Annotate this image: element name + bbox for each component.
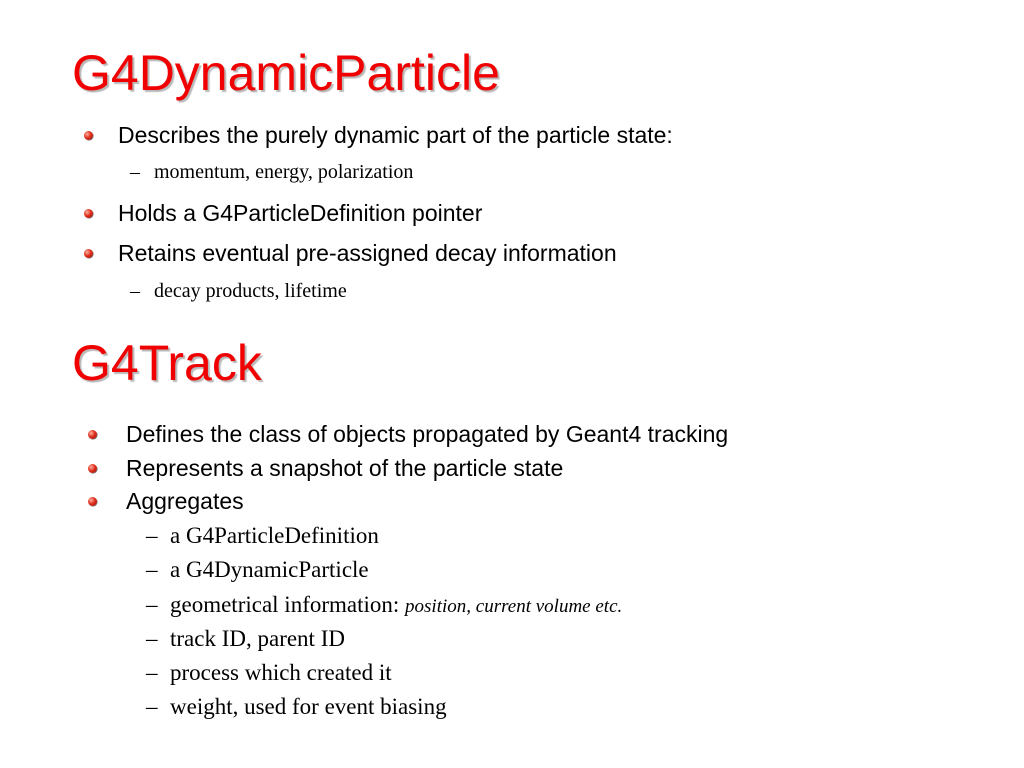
dash-icon: –	[146, 660, 158, 685]
sub-item-text: a G4ParticleDefinition	[170, 523, 379, 548]
sub-item-text: momentum, energy, polarization	[154, 161, 414, 183]
bullet-text: Represents a snapshot of the particle state	[126, 455, 564, 481]
dash-icon: –	[146, 523, 158, 548]
bullet-text: Retains eventual pre-assigned decay information	[118, 240, 617, 266]
sub-item-text: a G4DynamicParticle	[170, 557, 369, 582]
bullet-icon	[84, 209, 93, 218]
sub-item-text: weight, used for event biasing	[170, 694, 447, 719]
bullet-text: Holds a G4ParticleDefinition pointer	[118, 200, 483, 226]
bullet-text: Aggregates	[126, 488, 244, 514]
bullet-icon	[88, 464, 97, 473]
bullet-icon	[84, 249, 93, 258]
sub-item-text-plain: geometrical information:	[170, 592, 406, 617]
sub-item-text: track ID, parent ID	[170, 626, 345, 651]
bullet-text: Defines the class of objects propagated by Geant4 tracking	[126, 421, 729, 447]
dash-icon: –	[130, 161, 140, 183]
sub-item-text: decay products, lifetime	[154, 280, 347, 302]
sub-item-text-italic: position, current volume etc.	[405, 596, 623, 617]
bullet-icon	[88, 497, 97, 506]
dash-icon: –	[146, 694, 158, 719]
sub-item-text: process which created it	[170, 660, 392, 685]
bullet-text: Describes the purely dynamic part of the particle state:	[118, 122, 673, 148]
bullet-icon	[84, 131, 93, 140]
dash-icon: –	[146, 626, 158, 651]
section-title-track: G4Track	[72, 335, 262, 391]
bullet-icon	[88, 430, 97, 439]
section-title-dynamic-particle: G4DynamicParticle	[72, 45, 500, 101]
dash-icon: –	[146, 557, 158, 582]
dash-icon: –	[130, 280, 140, 302]
dash-icon: –	[146, 592, 158, 617]
sub-item-text	[170, 593, 622, 616]
